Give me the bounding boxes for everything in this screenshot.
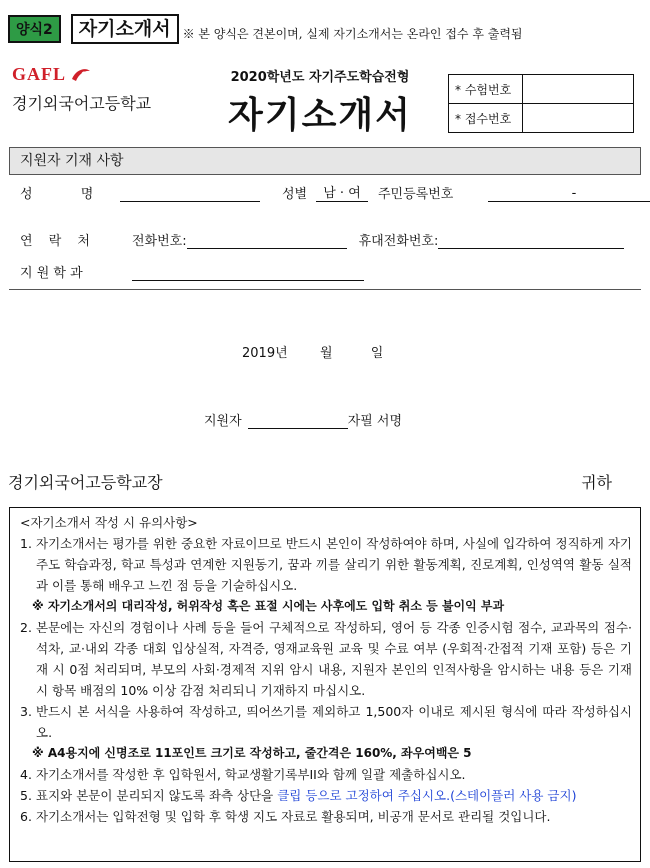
note-number: 2. xyxy=(20,620,32,635)
logo-mark xyxy=(12,64,187,85)
addressee-line xyxy=(8,470,612,493)
name-field[interactable] xyxy=(120,186,260,202)
top-bar xyxy=(8,14,523,44)
applicant-label: 지원자 xyxy=(204,414,242,429)
note-number: 5. xyxy=(20,788,32,803)
date-year: 2019년 xyxy=(242,346,288,361)
signature-label: 자필 서명 xyxy=(347,414,403,429)
contact-label: 연 락 처 xyxy=(20,234,90,249)
notes-title: <자기소개서 작성 시 유의사항> xyxy=(20,515,198,530)
notes-box xyxy=(9,507,641,862)
rrn-label: 주민등록번호 xyxy=(378,187,454,202)
name-label: 성 명 xyxy=(20,187,94,202)
school-name: 경기외국어고등학교 xyxy=(12,94,152,113)
page-title: 자기소개서 xyxy=(228,95,412,136)
note-number: 4. xyxy=(20,767,32,782)
section-divider xyxy=(9,289,641,290)
note-item xyxy=(20,617,632,701)
admission-year-title: 2020학년도 자기주도학습전형 xyxy=(230,70,410,85)
note-number: 1. xyxy=(20,536,32,551)
sample-note: ※ 본 양식은 견본이며, 실제 자기소개서는 온라인 접수 후 출력됨 xyxy=(182,26,523,41)
note-text: 자기소개서는 평가를 위한 중요한 자료이므로 반드시 본인이 작성하여야 하며, 사실에 입각하여 정직하게 자기주도 학습과정, 학교 특성과 연계한 지원동기, 꿈과 끼를 살리기 위한 활동계획, 진로계획, 인성역역 활동 실적과 이를 통해 배우고 느낀 점 등을 기술하십시오. xyxy=(36,536,632,593)
phone-field[interactable] xyxy=(187,233,347,249)
signature-line xyxy=(204,410,402,429)
logo-text: GAFL xyxy=(12,64,67,84)
signature-field[interactable] xyxy=(248,413,348,429)
note-number: 3. xyxy=(20,704,32,719)
title-block xyxy=(200,66,440,138)
name-row xyxy=(20,182,650,202)
number-box xyxy=(448,74,634,133)
note-item xyxy=(20,785,632,806)
note-highlight: 클립 등으로 고정하여 주십시오.(스테이플러 사용 금지) xyxy=(277,788,577,803)
date-day: 일 xyxy=(370,346,384,361)
mobile-label: 휴대전화번호: xyxy=(358,234,439,249)
date-month: 월 xyxy=(319,346,333,361)
receipt-number-label: * 접수번호 xyxy=(449,104,523,133)
form-title-box: 자기소개서 xyxy=(71,14,179,44)
addressee-school: 경기외국어고등학교장 xyxy=(8,473,163,492)
form-badge: 양식2 xyxy=(8,15,61,43)
addressee-honorific: 귀하 xyxy=(581,473,612,492)
gender-label: 성별 xyxy=(282,187,308,202)
school-logo xyxy=(12,64,187,114)
department-label: 지 원 학 과 xyxy=(20,266,83,281)
note-text-part: 표지와 본문이 분리되지 않도록 좌측 상단을 xyxy=(36,788,278,803)
note-text: 자기소개서는 입학전형 및 입학 후 학생 지도 자료로 활용되며, 비공개 문서로 관리될 것입니다. xyxy=(36,809,551,824)
department-field[interactable] xyxy=(132,265,364,281)
exam-number-label: * 수험번호 xyxy=(449,75,523,104)
note-item xyxy=(20,806,632,827)
date-line xyxy=(242,342,383,361)
note-text: 반드시 본 서식을 사용하여 작성하고, 띄어쓰기를 제외하고 1,500자 이내로 제시된 형식에 따라 작성하십시오. xyxy=(36,704,632,740)
rrn-field[interactable]: - xyxy=(488,186,650,202)
contact-row xyxy=(20,230,624,249)
gender-field[interactable]: 남 · 여 xyxy=(316,182,368,202)
note-item xyxy=(20,701,632,743)
note-text xyxy=(36,785,632,806)
phone-label: 전화번호: xyxy=(132,234,187,249)
receipt-number-field[interactable] xyxy=(523,104,634,133)
warning-plagiarism: ※ 자기소개서의 대리작성, 허위작성 혹은 표절 시에는 사후에도 입학 취소 등 불이익 부과 xyxy=(32,599,505,613)
exam-number-field[interactable] xyxy=(523,75,634,104)
logo-swoosh-icon xyxy=(70,67,92,83)
note-text: 자기소개서를 작성한 후 입학원서, 학교생활기록부II와 함께 일괄 제출하십시오. xyxy=(36,767,466,782)
mobile-field[interactable] xyxy=(438,233,624,249)
note-item xyxy=(20,764,632,785)
department-row xyxy=(20,262,364,281)
note-item xyxy=(20,533,632,596)
note-number: 6. xyxy=(20,809,32,824)
warning-format: ※ A4용지에 신명조로 11포인트 크기로 작성하고, 줄간격은 160%, 좌우여백은 5 xyxy=(32,746,472,760)
note-text: 본문에는 자신의 경험이나 사례 등을 들어 구체적으로 작성하되, 영어 등 각종 인증시험 점수, 교과목의 점수·석차, 교·내외 각종 대회 입상실적, 자격증, 영재교육원 교육 및 수료 여부 (우회적·간접적 기재 포함) 등은 기재 시 0점 처리되며, 부모의 사회·경제적 지위 암시 내용, 지원자 본인의 인적사항을 암시하는 내용 등은 기재 시 항목 배점의 10% 이상 감점 처리되니 기재하지 마십시오. xyxy=(36,620,632,698)
applicant-section-header: 지원자 기재 사항 xyxy=(9,147,641,175)
